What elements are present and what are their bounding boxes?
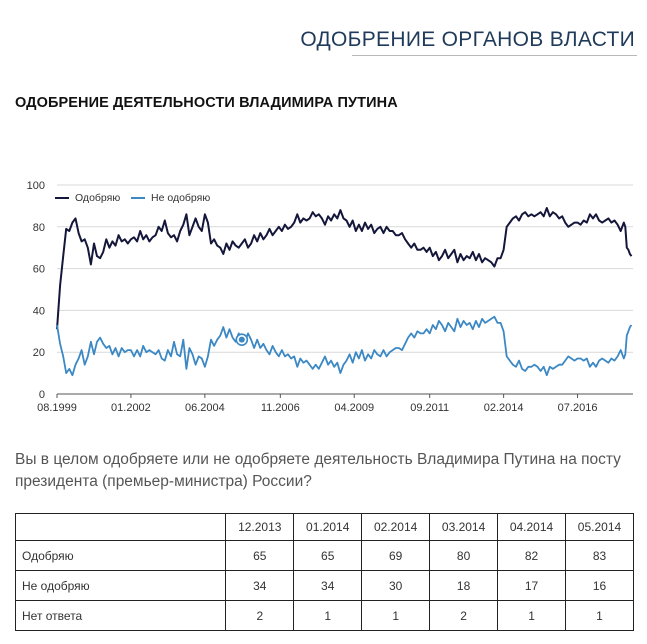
table-cell: 2 (226, 601, 294, 631)
highlight-marker-dot (239, 337, 245, 343)
table-row (16, 541, 634, 571)
table-cell: 1 (362, 601, 430, 631)
table-header-cell: 03.2014 (430, 514, 498, 541)
table-header-cell: 04.2014 (498, 514, 566, 541)
table-header-cell: 05.2014 (566, 514, 634, 541)
row-label: Не одобряю (16, 571, 226, 601)
y-tick-label: 40 (32, 305, 45, 318)
table-cell: 18 (430, 571, 498, 601)
table-cell: 2 (430, 601, 498, 631)
table-cell: 16 (566, 571, 634, 601)
table-cell: 69 (362, 541, 430, 571)
table-cell: 1 (498, 601, 566, 631)
table-header-cell: 01.2014 (294, 514, 362, 541)
table-cell: 17 (498, 571, 566, 601)
x-tick-label: 07.2016 (557, 402, 598, 414)
table-cell: 34 (226, 571, 294, 601)
table-header-row (16, 514, 634, 541)
approval-line-chart (0, 170, 647, 420)
x-tick-label: 02.2014 (483, 402, 524, 414)
y-tick-label: 60 (32, 263, 45, 276)
y-tick-label: 100 (26, 180, 45, 192)
x-tick-label: 04.2009 (334, 402, 375, 414)
table-cell: 82 (498, 541, 566, 571)
table-header-cell: 12.2013 (226, 514, 294, 541)
table-cell: 80 (430, 541, 498, 571)
section-divider (352, 55, 637, 56)
table-cell: 1 (294, 601, 362, 631)
legend-label: Одобряю (75, 192, 121, 204)
series-line-disapprove (57, 317, 632, 376)
x-tick-label: 01.2002 (111, 402, 151, 414)
table-row (16, 571, 634, 601)
table-cell: 83 (566, 541, 634, 571)
x-tick-label: 11.2006 (260, 402, 300, 414)
row-label: Нет ответа (16, 601, 226, 631)
table-header-cell (16, 514, 226, 541)
x-tick-label: 09.2011 (410, 402, 450, 414)
table-header-cell: 02.2014 (362, 514, 430, 541)
table-cell: 65 (226, 541, 294, 571)
y-tick-label: 0 (38, 389, 45, 401)
legend-label: Не одобряю (151, 192, 211, 204)
approval-table (15, 513, 634, 631)
table-cell: 1 (566, 601, 634, 631)
row-label: Одобряю (16, 541, 226, 571)
chart-heading: ОДОБРЕНИЕ ДЕЯТЕЛЬНОСТИ ВЛАДИМИРА ПУТИНА (15, 95, 398, 111)
x-tick-label: 08.1999 (37, 402, 77, 414)
survey-question: Вы в целом одобряете или не одобряете деятельность Владимира Путина на посту президента (премьер-министра) России? (15, 451, 621, 490)
table-cell: 34 (294, 571, 362, 601)
table-cell: 30 (362, 571, 430, 601)
x-tick-label: 06.2004 (184, 402, 225, 414)
y-tick-label: 80 (32, 221, 45, 234)
table-cell: 65 (294, 541, 362, 571)
y-tick-label: 20 (32, 347, 45, 360)
table-row (16, 601, 634, 631)
section-title: ОДОБРЕНИЕ ОРГАНОВ ВЛАСТИ (300, 28, 635, 51)
